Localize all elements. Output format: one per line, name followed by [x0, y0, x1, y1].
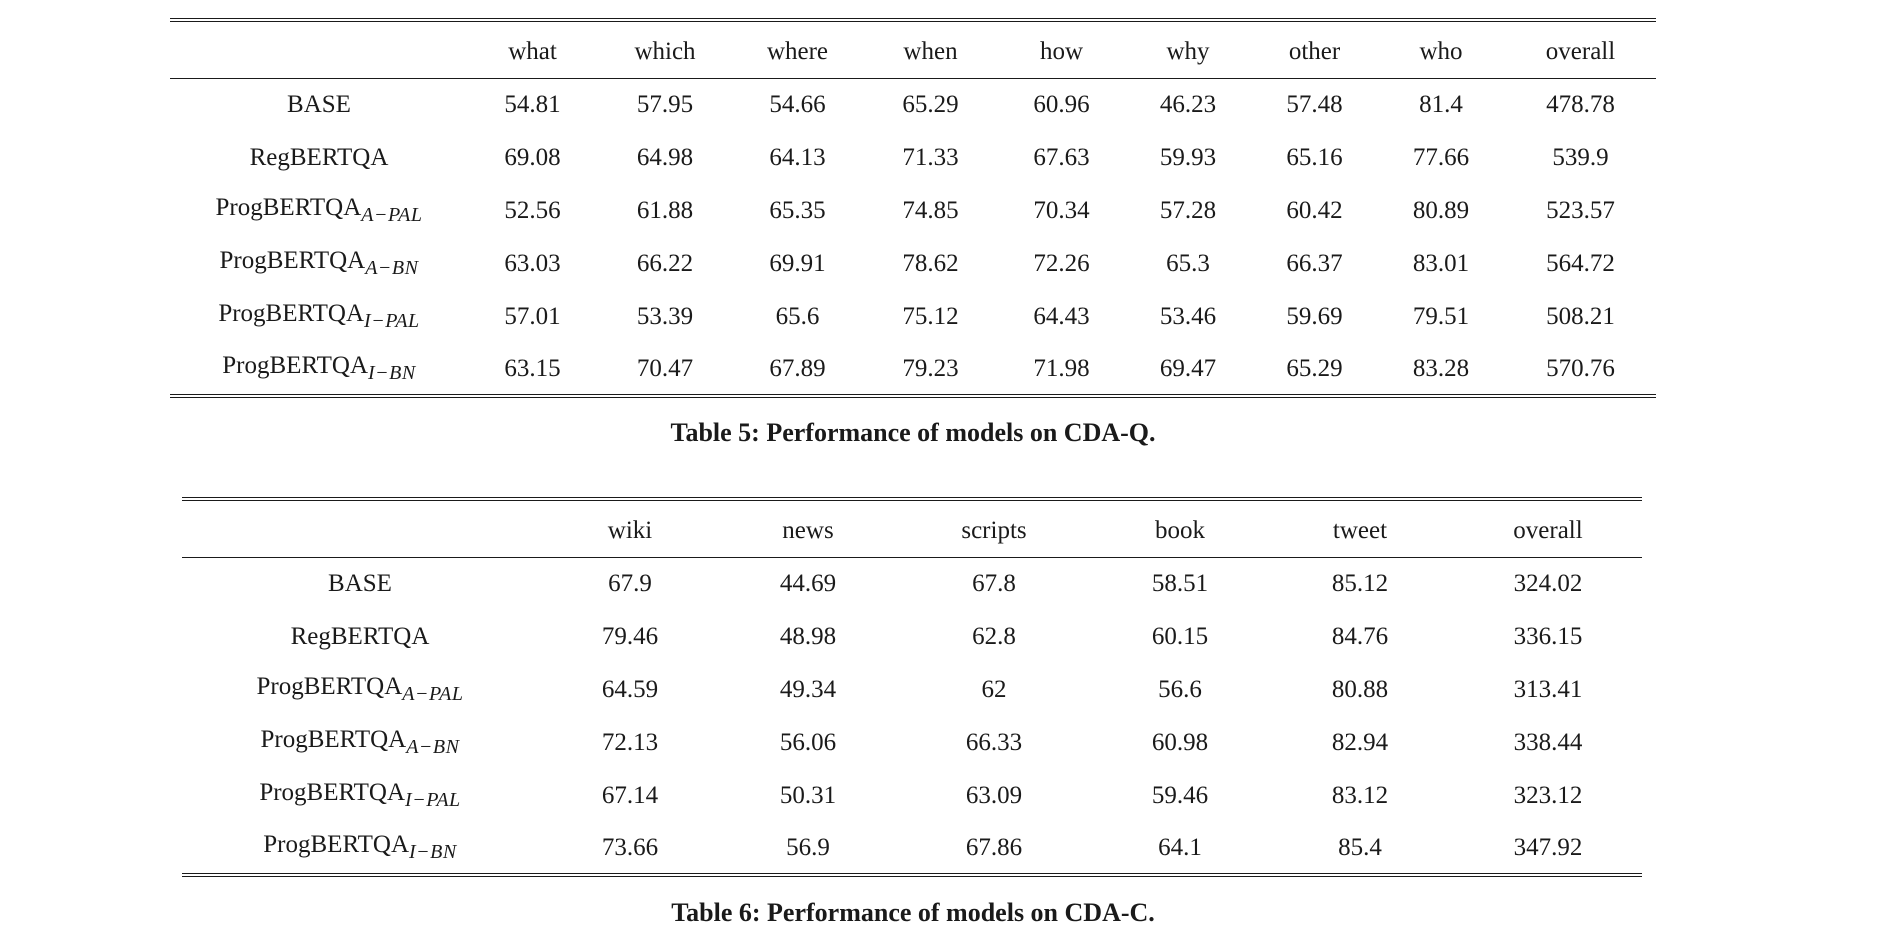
cell: 48.98 — [779, 622, 837, 650]
cell: 66.37 — [1286, 249, 1343, 277]
model-subscript: A−PAL — [361, 204, 423, 226]
cell: 64.59 — [601, 675, 659, 703]
cell: 56.9 — [786, 833, 830, 861]
cell: 59.46 — [1151, 781, 1209, 809]
cell: 85.12 — [1331, 569, 1389, 597]
cell: 539.9 — [1552, 143, 1609, 171]
cell: 69.08 — [504, 143, 561, 171]
cell: 46.23 — [1159, 90, 1217, 118]
cell: 478.78 — [1546, 90, 1615, 118]
cell: 85.4 — [1338, 833, 1382, 861]
cell: 65.29 — [902, 90, 959, 118]
cell: 63.15 — [504, 354, 561, 382]
cell: 71.98 — [1033, 354, 1090, 382]
table-row — [182, 716, 1642, 769]
cell: 65.35 — [769, 196, 826, 224]
cell: 84.76 — [1331, 622, 1389, 650]
model-subscript: I−PAL — [405, 789, 461, 811]
cell: 56.06 — [779, 728, 837, 756]
column-header: wiki — [607, 516, 653, 544]
model-name: ProgBERTQA$_{A-PAL}$ — [215, 194, 423, 226]
cell: 77.66 — [1412, 143, 1470, 171]
model-subscript: A−BN — [406, 736, 460, 758]
cell: 67.8 — [972, 569, 1016, 597]
cell: 65.3 — [1166, 249, 1210, 277]
cell: 57.01 — [504, 302, 561, 330]
cell: 52.56 — [504, 196, 561, 224]
cell: 73.66 — [601, 833, 659, 861]
cell: 82.94 — [1331, 728, 1389, 756]
cell: 66.33 — [965, 728, 1023, 756]
best-cell: 570.76 — [1546, 354, 1615, 382]
model-name: BASE — [328, 569, 392, 597]
table-5-header-row — [170, 20, 1656, 78]
cell: 69.47 — [1159, 354, 1217, 382]
cell: 62 — [981, 675, 1007, 703]
column-header: who — [1419, 37, 1463, 65]
cell: 78.62 — [902, 249, 959, 277]
cell: 75.12 — [902, 302, 959, 330]
cell: 60.15 — [1151, 622, 1209, 650]
cell: 59.93 — [1159, 143, 1217, 171]
column-header: why — [1166, 37, 1210, 65]
cell: 53.39 — [636, 302, 694, 330]
cell: 54.66 — [769, 90, 826, 118]
cell: 71.33 — [902, 143, 959, 171]
table-5 — [170, 18, 1656, 398]
table-row — [170, 184, 1656, 237]
table-row — [182, 557, 1642, 610]
model-subscript: I−BN — [368, 362, 416, 384]
model-name: ProgBERTQA$_{A-PAL}$ — [256, 673, 464, 705]
model-subscript: I−BN — [409, 841, 457, 863]
model-name: RegBERTQA — [249, 143, 389, 171]
cell: 67.89 — [769, 354, 826, 382]
table-row — [170, 78, 1656, 131]
cell: 523.57 — [1546, 196, 1615, 224]
column-header: when — [903, 37, 958, 65]
cell: 81.4 — [1419, 90, 1463, 118]
cell: 83.12 — [1331, 781, 1389, 809]
cell: 65.29 — [1286, 354, 1343, 382]
cell: 83.28 — [1412, 354, 1470, 382]
cell: 79.51 — [1412, 302, 1470, 330]
cell: 57.28 — [1159, 196, 1217, 224]
cell: 64.43 — [1033, 302, 1090, 330]
cell: 79.23 — [902, 354, 959, 382]
cell: 313.41 — [1513, 675, 1583, 703]
cell: 83.01 — [1412, 249, 1470, 277]
model-name: ProgBERTQA$_{I-PAL}$ — [259, 779, 461, 811]
cell: 57.48 — [1286, 90, 1343, 118]
cell: 58.51 — [1151, 569, 1209, 597]
column-header: tweet — [1332, 516, 1388, 544]
column-header: overall — [1513, 516, 1583, 544]
model-name: ProgBERTQA$_{I-BN}$ — [263, 831, 457, 863]
column-header: news — [782, 516, 834, 544]
column-header: which — [634, 37, 696, 65]
cell: 56.6 — [1158, 675, 1202, 703]
column-header: scripts — [961, 516, 1027, 544]
cell: 70.47 — [636, 354, 694, 382]
cell: 63.09 — [965, 781, 1023, 809]
cell: 80.89 — [1412, 196, 1470, 224]
cell: 72.26 — [1033, 249, 1090, 277]
cell: 336.15 — [1513, 622, 1583, 650]
model-name: ProgBERTQA$_{I-BN}$ — [222, 352, 416, 384]
table-row — [170, 237, 1656, 290]
cell: 74.85 — [902, 196, 959, 224]
model-subscript: A−BN — [365, 257, 419, 279]
cell: 53.46 — [1159, 302, 1217, 330]
cell: 64.98 — [636, 143, 694, 171]
table-6-caption: Table 6: Performance of models on CDA-C. — [671, 898, 1155, 927]
cell: 72.13 — [601, 728, 659, 756]
model-subscript: I−PAL — [364, 310, 420, 332]
cell: 62.8 — [972, 622, 1016, 650]
cell: 49.34 — [779, 675, 837, 703]
table-row — [182, 769, 1642, 822]
column-header: where — [766, 37, 829, 65]
cell: 70.34 — [1033, 196, 1090, 224]
cell: 66.22 — [636, 249, 694, 277]
cell: 60.42 — [1286, 196, 1343, 224]
cell: 67.9 — [608, 569, 652, 597]
table-5-caption: Table 5: Performance of models on CDA-Q. — [670, 418, 1156, 447]
table-6 — [182, 497, 1642, 877]
cell: 44.69 — [779, 569, 837, 597]
table-row — [182, 663, 1642, 716]
table-row — [182, 822, 1642, 875]
cell: 65.16 — [1286, 143, 1343, 171]
cell: 69.91 — [769, 249, 826, 277]
model-name: BASE — [287, 90, 351, 118]
cell: 63.03 — [504, 249, 561, 277]
column-header: how — [1039, 37, 1084, 65]
model-name: ProgBERTQA$_{A-BN}$ — [219, 247, 419, 279]
cell: 67.86 — [965, 833, 1023, 861]
column-header: what — [508, 37, 557, 65]
model-name: RegBERTQA — [290, 622, 430, 650]
cell: 59.69 — [1286, 302, 1343, 330]
table-row — [182, 610, 1642, 663]
cell: 60.96 — [1033, 90, 1090, 118]
model-name: ProgBERTQA$_{A-BN}$ — [260, 726, 460, 758]
cell: 347.92 — [1513, 833, 1583, 861]
table-5-corner — [170, 20, 468, 78]
model-subscript: A−PAL — [402, 683, 464, 705]
cell: 64.13 — [769, 143, 826, 171]
column-header: other — [1288, 37, 1341, 65]
cell: 323.12 — [1513, 781, 1583, 809]
column-header: book — [1155, 516, 1205, 544]
cell: 67.63 — [1033, 143, 1090, 171]
cell: 67.14 — [601, 781, 659, 809]
cell: 54.81 — [504, 90, 561, 118]
cell: 65.6 — [775, 302, 820, 330]
table-row — [170, 343, 1656, 396]
cell: 80.88 — [1331, 675, 1389, 703]
table-row — [170, 131, 1656, 184]
cell: 79.46 — [601, 622, 659, 650]
table-row — [170, 290, 1656, 343]
column-header: overall — [1545, 37, 1616, 65]
cell: 60.98 — [1151, 728, 1209, 756]
cell: 508.21 — [1546, 302, 1615, 330]
cell: 338.44 — [1513, 728, 1583, 756]
cell: 64.1 — [1158, 833, 1202, 861]
cell: 564.72 — [1546, 249, 1615, 277]
model-name: ProgBERTQA$_{I-PAL}$ — [218, 300, 420, 332]
cell: 50.31 — [779, 781, 837, 809]
table-6-header-row — [182, 499, 1642, 557]
cell: 61.88 — [636, 196, 694, 224]
table-6-corner — [182, 499, 538, 557]
cell: 57.95 — [636, 90, 694, 118]
cell: 324.02 — [1513, 569, 1583, 597]
